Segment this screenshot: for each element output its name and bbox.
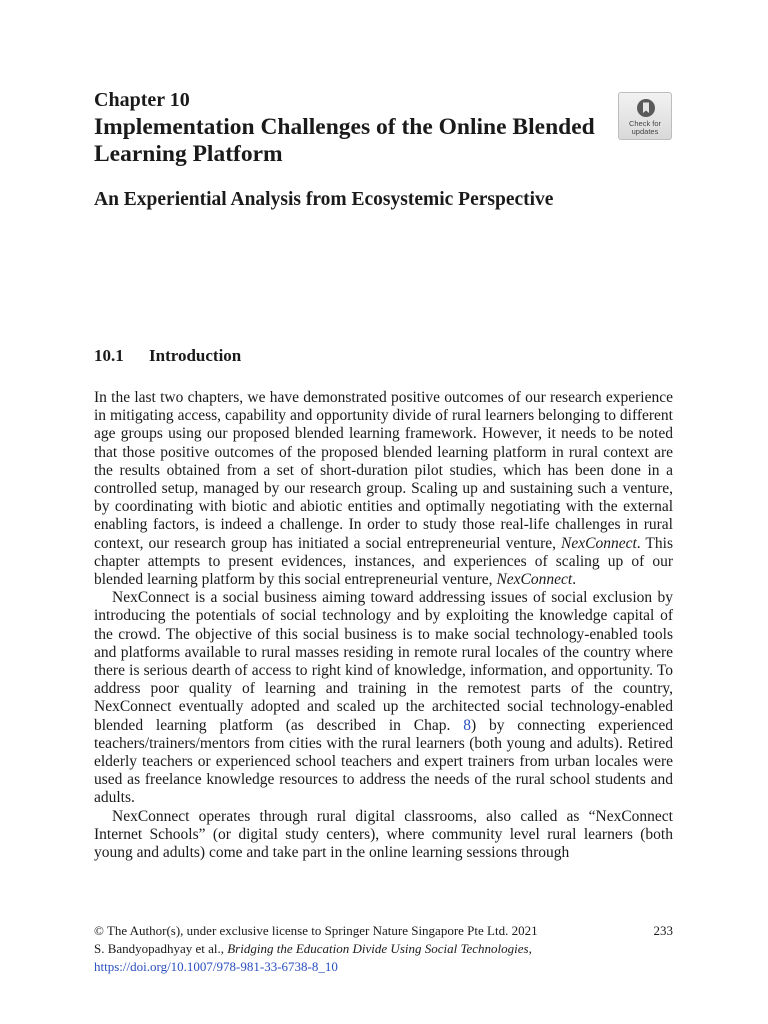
paragraph-1-text-a: In the last two chapters, we have demonstrated positive outcomes of our research experience in mitigating access, capability and opportunity divide of rural learners belonging to different age groups using our proposed blended learning framework. However, it needs to be noted that those positive outcomes of the proposed blended learning platform in rural context are the results obtained from a set of short-duration pilot studies, which has been done in a controlled setup, managed by our research group. Scaling up and sustaining such a venture, by coordinating with biotic and abiotic entities and optimally negotiating with the external enabling factors, is indeed a challenge. In order to study those real-life challenges in rural context, our research group has initiated a social entrepreneurial venture,	[94, 389, 673, 552]
section-heading	[94, 345, 241, 367]
badge-label-line1: Check for	[628, 119, 662, 128]
book-title: Bridging the Education Divide Using Social Technologies	[227, 941, 529, 956]
venture-name-emphasis: NexConnect	[496, 571, 573, 589]
chapter-subtitle: An Experiential Analysis from Ecosystemic Perspective	[94, 189, 554, 210]
paragraph-2-text-a: NexConnect is a social business aiming toward addressing issues of social exclusion by introducing the potentials of social technology and by exploiting the knowledge capital of the crowd. The objective of this social business is to make social technology-enabled tools and platforms available to rural masses residing in remote rural locales of the country where there is serious dearth of access to right kind of knowledge, information, and opportunity. To address poor quality of learning and training in the remotest parts of the country, NexConnect eventually adopted and scaled up the architected social technology-enabled blended learning platform (as described in Chap.	[94, 589, 673, 734]
body-text	[94, 389, 673, 862]
citation-comma: ,	[528, 941, 532, 956]
badge-label-line2: updates	[631, 127, 659, 136]
paragraph-3: NexConnect operates through rural digital classrooms, also called as “NexConnect Internet Schools” (or digital study centers), where community level rural learners (both young and adults) come and take part in the online learning sessions through	[94, 807, 673, 862]
check-for-updates-badge[interactable]	[618, 92, 672, 140]
paragraph-1	[94, 389, 673, 589]
bookmark-icon	[636, 98, 656, 118]
paragraph-1-text-b: . This chapter attempts to present evidences, instances, and experiences of scaling up of our blended learning platform by this social entrepreneurial venture,	[94, 534, 673, 589]
paragraph-2	[94, 589, 673, 807]
paragraph-1-text-c: .	[572, 571, 577, 589]
doi-link[interactable]: https://doi.org/10.1007/978-981-33-6738-8_10	[94, 959, 338, 974]
chapter-title: Implementation Challenges of the Online Blended Learning Platform	[94, 114, 595, 167]
paragraph-2-text-b: ) by connecting experienced teachers/trainers/mentors from cities with the rural learners (both young and adults). Retired elderly teachers or experienced school teachers and expert trainers from urban locales were used as freelance knowledge resources to address the needs of the rural school students and adults.	[94, 716, 673, 807]
footer	[94, 922, 673, 976]
citation-authors: S. Bandyopadhyay et al.,	[94, 941, 228, 956]
venture-name-emphasis: NexConnect	[561, 534, 637, 552]
chapter-8-link[interactable]: 8	[463, 716, 471, 734]
page-number: 233	[653, 923, 673, 938]
copyright-line: © The Author(s), under exclusive license to Springer Nature Singapore Pte Ltd. 2021	[94, 923, 538, 938]
section-number: 10.1	[94, 346, 124, 365]
section-title: Introduction	[149, 346, 242, 365]
citation-line	[94, 940, 673, 958]
chapter-label: Chapter 10	[94, 89, 190, 111]
